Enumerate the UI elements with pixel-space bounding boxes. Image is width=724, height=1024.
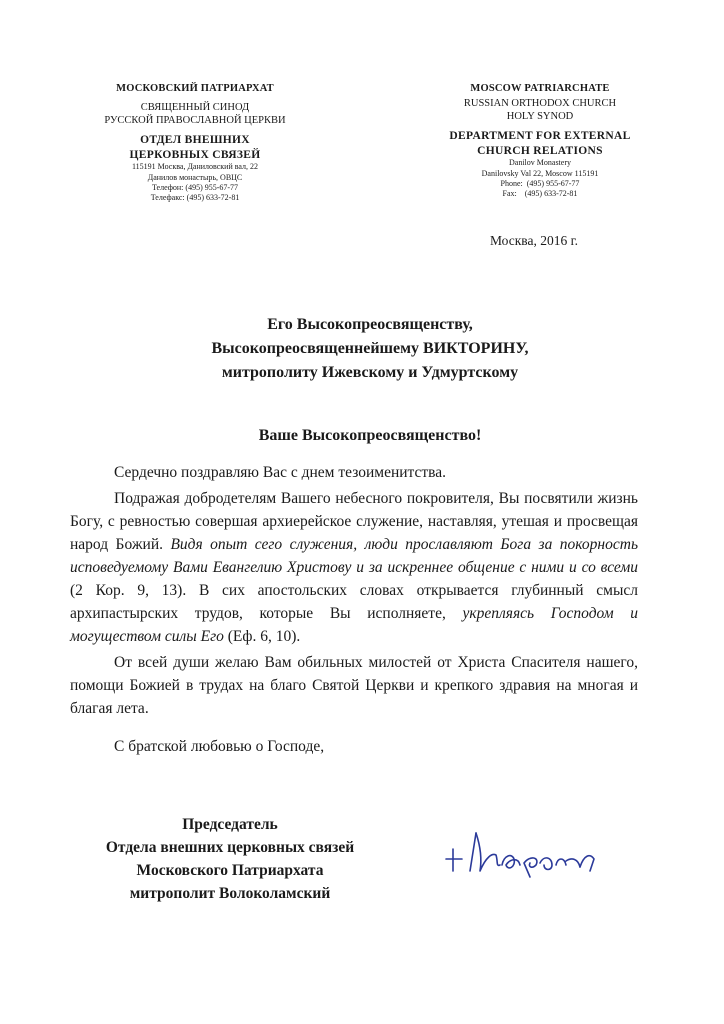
paragraph-2 bbox=[70, 487, 638, 648]
handwritten-signature bbox=[440, 815, 610, 895]
synod-line-en: HOLY SYNOD bbox=[506, 111, 574, 123]
signatory-title: Председатель bbox=[182, 816, 278, 833]
address-line2-ru: Данилов монастырь, ОВЦС bbox=[147, 172, 243, 182]
paragraph-1: Сердечно поздравляю Вас с днем тезоименитства. bbox=[114, 464, 447, 481]
synod-line-ru: СВЯЩЕННЫЙ СИНОД bbox=[140, 102, 250, 114]
scripture-quote-1: Видя опыт сего служения, люди прославляют Бога за покорность исповедуемому Вами Евангелию Христову и за искреннее общение с ними и со всеми bbox=[70, 536, 638, 576]
church-line-ru: РУССКОЙ ПРАВОСЛАВНОЙ ЦЕРКВИ bbox=[104, 115, 286, 127]
paragraph-2-part-a: Подражая добродетелям Вашего небесного покровителя, Вы посвятили жизнь Богу, с ревностью совершая архиерейское служение, наставляя, утешая и просвещая народ Божий. bbox=[70, 490, 638, 553]
department-line1-en: DEPARTMENT FOR EXTERNAL bbox=[449, 130, 631, 143]
department-line2-ru: ЦЕРКОВНЫХ СВЯЗЕЙ bbox=[129, 148, 261, 161]
addressee-line1: Его Высокопреосвященству, bbox=[267, 316, 473, 333]
letter-date: Москва, 2016 г. bbox=[490, 233, 579, 248]
address-line1-en: Danilov Monastery bbox=[509, 158, 571, 168]
phone-ru: Телефон: (495) 955-67-77 bbox=[151, 182, 239, 192]
department-line2-en: CHURCH RELATIONS bbox=[477, 144, 603, 157]
fax-en: Fax: (495) 633-72-81 bbox=[502, 189, 578, 199]
letterhead-english bbox=[420, 82, 660, 200]
org-name-en: MOSCOW PATRIARCHATE bbox=[470, 83, 610, 94]
department-line1-ru: ОТДЕЛ ВНЕШНИХ bbox=[140, 134, 250, 147]
fax-ru: Телефакс: (495) 633-72-81 bbox=[150, 193, 240, 203]
scripture-quote-2: укрепляясь Господом и могуществом силы Его bbox=[70, 605, 638, 645]
org-name-ru: МОСКОВСКИЙ ПАТРИАРХАТ bbox=[116, 83, 274, 94]
addressee-line3: митрополиту Ижевскому и Удмуртскому bbox=[221, 364, 519, 381]
church-line-en: RUSSIAN ORTHODOX CHURCH bbox=[463, 98, 617, 110]
signatory-patriarchate: Московского Патриархата bbox=[136, 862, 324, 879]
address-line1-ru: 115191 Москва, Даниловский вал, 22 bbox=[131, 162, 259, 172]
paragraph-2-part-c: (Еф. 6, 10). bbox=[223, 628, 301, 645]
paragraph-3: От всей души желаю Вам обильных милостей от Христа Спасителя нашего, помощи Божией в трудах на благо Святой Церкви и крепкого здравия на многая и благая лета. bbox=[70, 654, 638, 717]
letterhead-russian bbox=[80, 82, 310, 204]
signatory-department: Отдела внешних церковных связей bbox=[105, 839, 355, 856]
closing-line: С братской любовью о Господе, bbox=[114, 738, 325, 755]
letter-body bbox=[70, 461, 638, 758]
addressee-block bbox=[100, 313, 640, 385]
address-line2-en: Danilovsky Val 22, Moscow 115191 bbox=[481, 168, 599, 178]
phone-en: Phone: (495) 955-67-77 bbox=[500, 178, 580, 188]
salutation: Ваше Высокопреосвященство! bbox=[258, 427, 482, 444]
paragraph-2-part-b: (2 Кор. 9, 13). В сих апостольских словах открывается глубинный смысл архипастырских трудов, которые Вы исполняете, bbox=[70, 582, 638, 622]
signatory-name: митрополит Волоколамский bbox=[129, 885, 331, 902]
addressee-line2: Высокопреосвященнейшему ВИКТОРИНУ, bbox=[211, 340, 529, 357]
signatory-block bbox=[60, 813, 400, 905]
